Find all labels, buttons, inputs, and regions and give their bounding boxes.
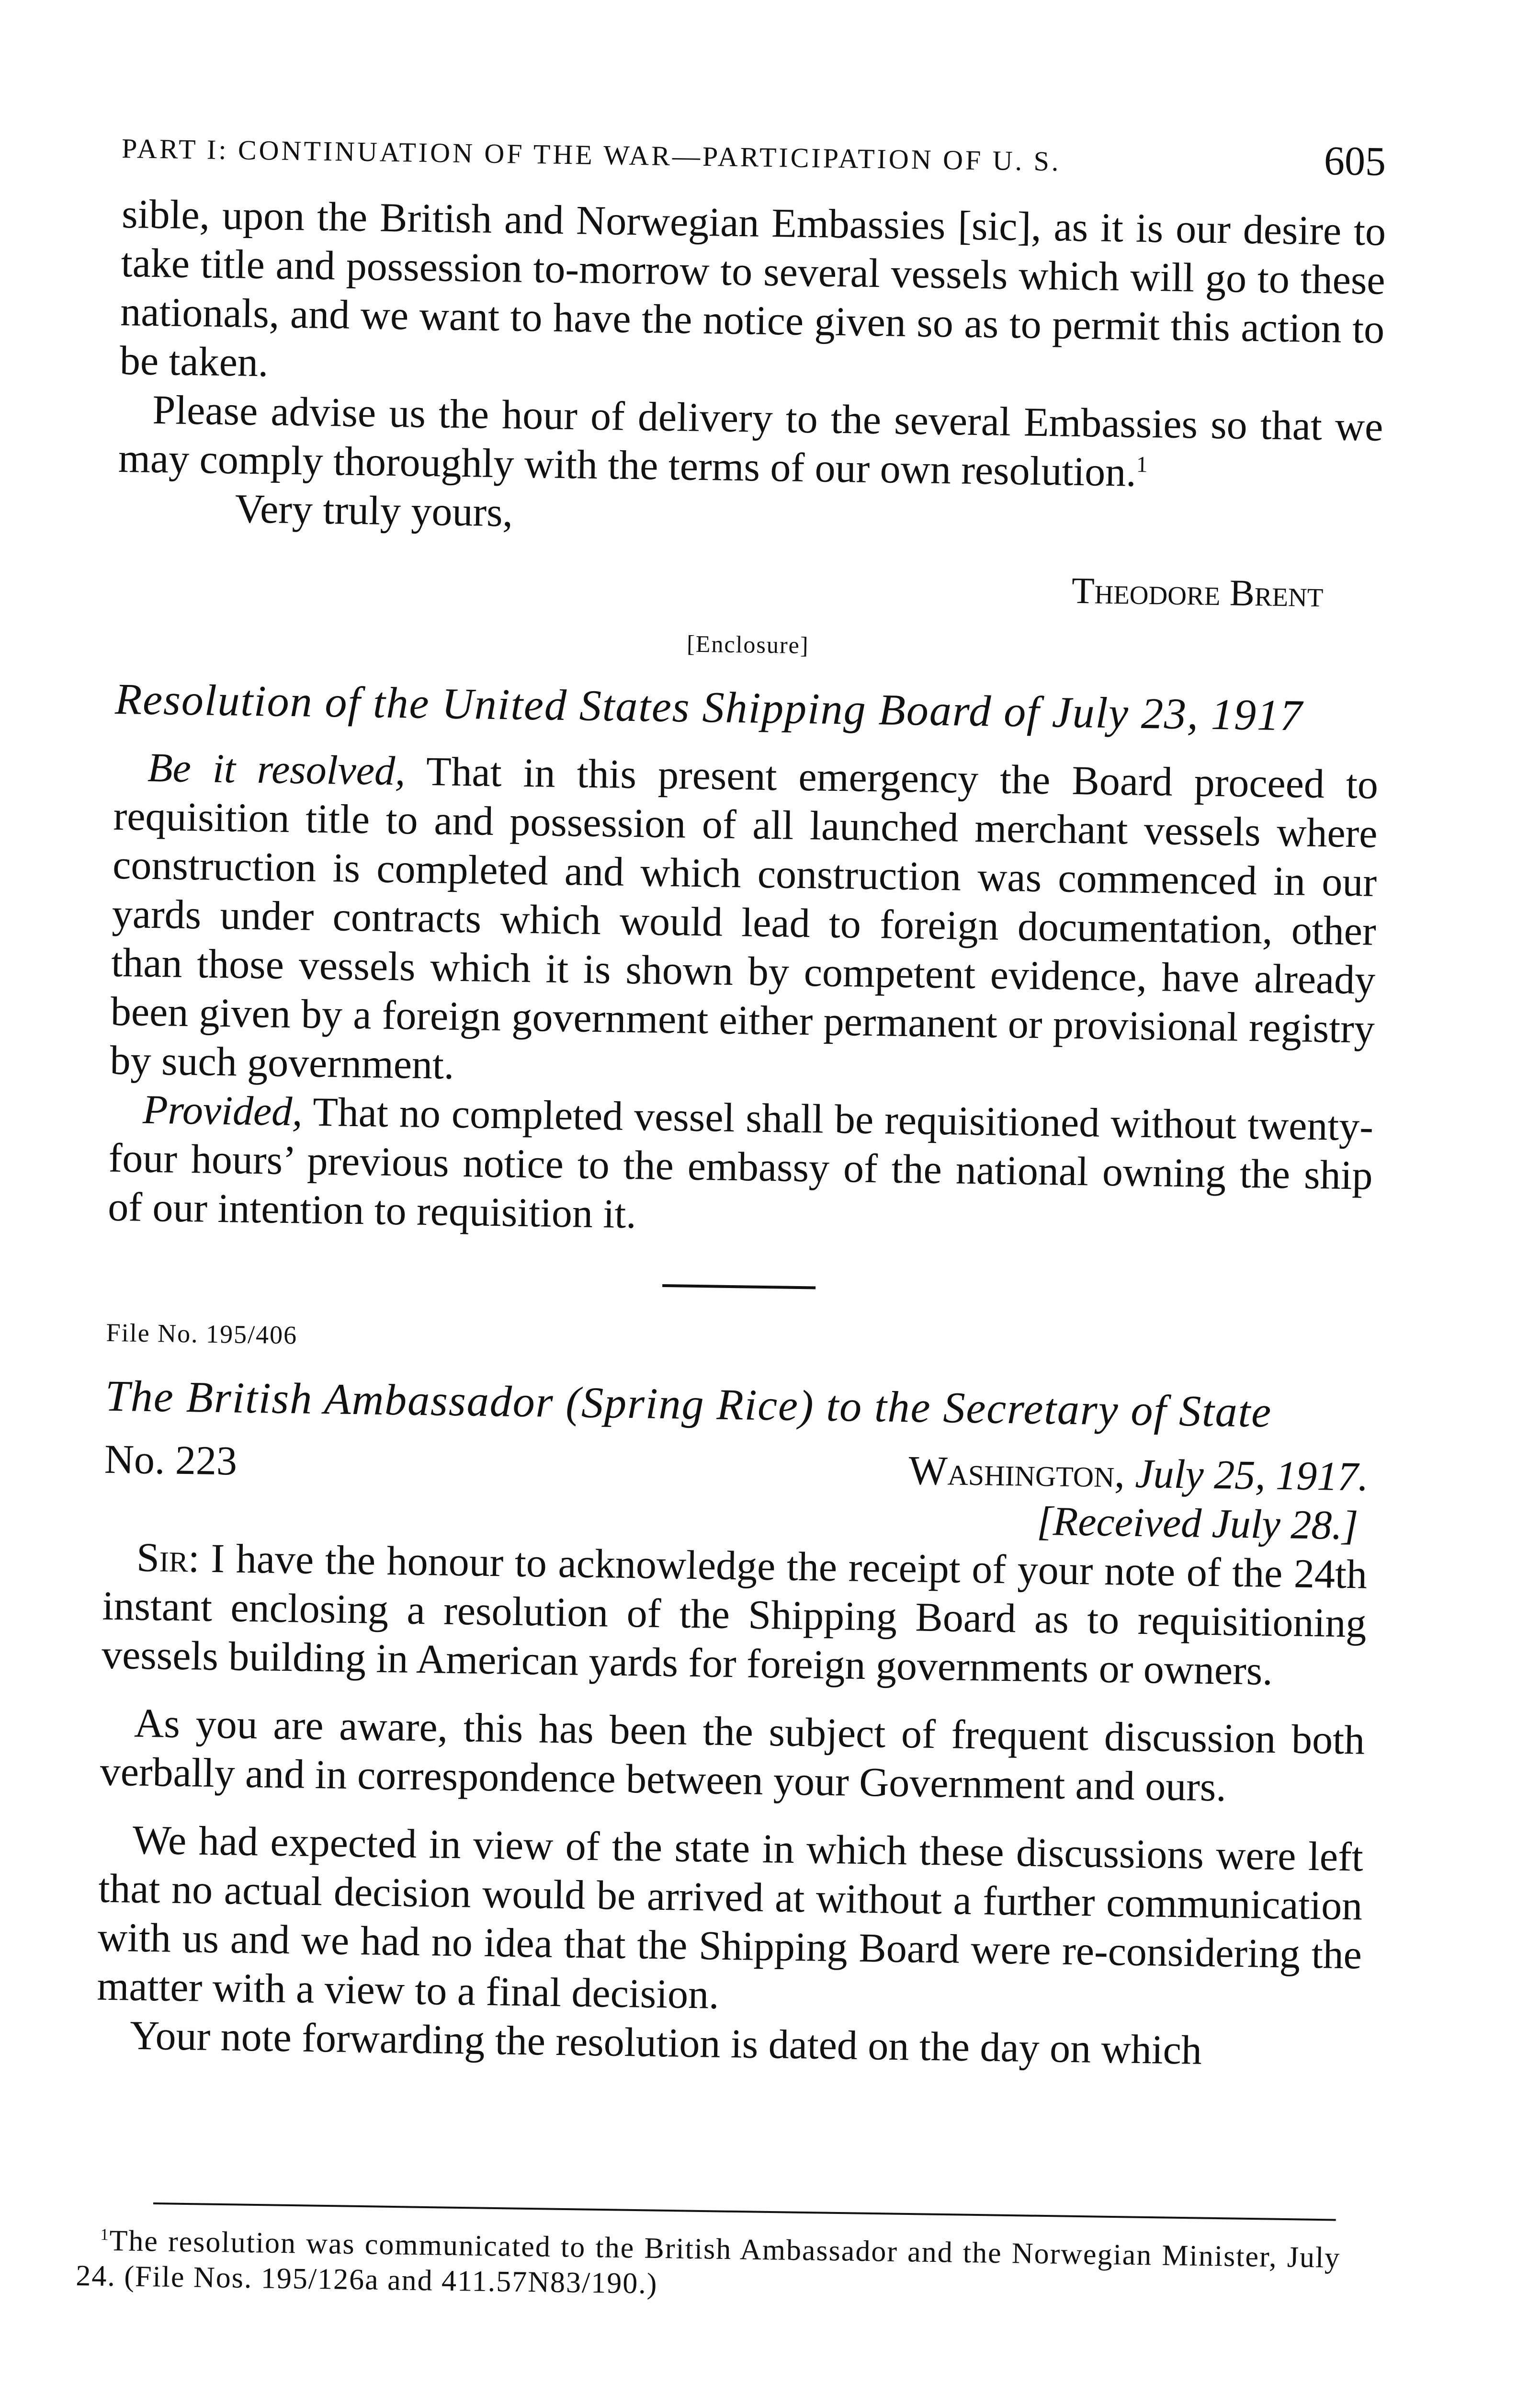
running-head bbox=[122, 120, 1386, 185]
footnote-paragraph bbox=[76, 2223, 1341, 2311]
document-number: No. 223 bbox=[104, 1436, 238, 1484]
ambassador-paragraph-1-text: I have the honour to acknowledge the receipt of your note of the 24th instant enclosing a resolution of the Shipping Board as to requisitioning vessels building in American yards for foreign governments or owners. bbox=[101, 1535, 1368, 1694]
page-number: 605 bbox=[1324, 137, 1386, 184]
enclosure-label: [Enclosure] bbox=[686, 630, 809, 659]
salutation: Sir: bbox=[136, 1534, 200, 1581]
dateline-place: Washington, bbox=[908, 1447, 1125, 1496]
running-head-title: PART I: CONTINUATION OF THE WAR—PARTICIPATION OF U. S. bbox=[121, 132, 1061, 177]
section-divider bbox=[662, 1284, 815, 1289]
file-number: File No. 195/406 bbox=[106, 1318, 298, 1350]
footnote-text: The resolution was communicated to the British Ambassador and the Norwegian Minister, July 24. (File Nos. 195/126a and 411.57N83/190.) bbox=[75, 2224, 1341, 2300]
resolved-lead: Be it resolved, bbox=[147, 744, 406, 794]
resolved-text: That in this present emergency the Board proceed to requisition title to and possession of all launched merchant vessels where construction is completed and which construction was commenced in our yards under contracts which would lead to foreign documentation, other than those vessels which it is shown by competent evidence, have already been given by a foreign government either permanent or provisional registry by such government. bbox=[109, 748, 1379, 1088]
resolution-title: Resolution of the United States Shipping Board of July 23, 1917 bbox=[114, 674, 1303, 740]
footnote-reference: 1 bbox=[1136, 452, 1148, 478]
main-text bbox=[96, 189, 1386, 2076]
ambassador-paragraph-1 bbox=[102, 1532, 1368, 1697]
letter-paragraph-2-text: Please advise us the hour of delivery to the several Embassies so that we may comply thoroughly with the terms of our own resolution. bbox=[118, 386, 1384, 495]
resolution-paragraph bbox=[110, 742, 1379, 1102]
received-date: [Received July 28.] bbox=[1036, 1497, 1359, 1549]
ambassador-paragraph-2: As you are aware, this has been the subject of frequent discussion both verbally and in correspondence between your Government and ours. bbox=[100, 1699, 1365, 1810]
ambassador-paragraph-4: Your note forwarding the resolution is dated on the day on which bbox=[129, 2012, 1202, 2073]
provided-paragraph bbox=[108, 1084, 1374, 1249]
document-title: The British Ambassador (Spring Rice) to the Secretary of State bbox=[105, 1371, 1272, 1437]
letter-paragraph-2 bbox=[118, 385, 1383, 500]
provided-lead: Provided, bbox=[142, 1086, 303, 1135]
letter-closing: Very truly yours, bbox=[235, 485, 513, 536]
footnote-divider bbox=[153, 2202, 1336, 2221]
provided-text: That no completed vessel shall be requisitioned without twenty-four hours’ previous notice to the embassy of the national owning the ship of our intention to requisition it. bbox=[107, 1088, 1374, 1237]
letter-signature: Theodore Brent bbox=[1071, 569, 1324, 615]
place-date bbox=[908, 1446, 1369, 1501]
footnote bbox=[76, 2223, 1341, 2311]
letter-paragraph-1: sible, upon the British and Norwegian Embassies [sic], as it is our desire to take title and possession to-morrow to several vessels which will go to these nationals, and we want to have the notice given so as to permit this action to be taken. bbox=[119, 190, 1386, 386]
ambassador-paragraph-3: We had expected in view of the state in which these discussions were left that no actual decision would be arrived at without a further communication with us and we had no idea that the Shipping Board were re-considering the matter with a view to a final decision. bbox=[96, 1816, 1364, 2018]
footnote-marker: 1 bbox=[100, 2226, 110, 2244]
dateline-date: July 25, 1917. bbox=[1134, 1450, 1369, 1500]
